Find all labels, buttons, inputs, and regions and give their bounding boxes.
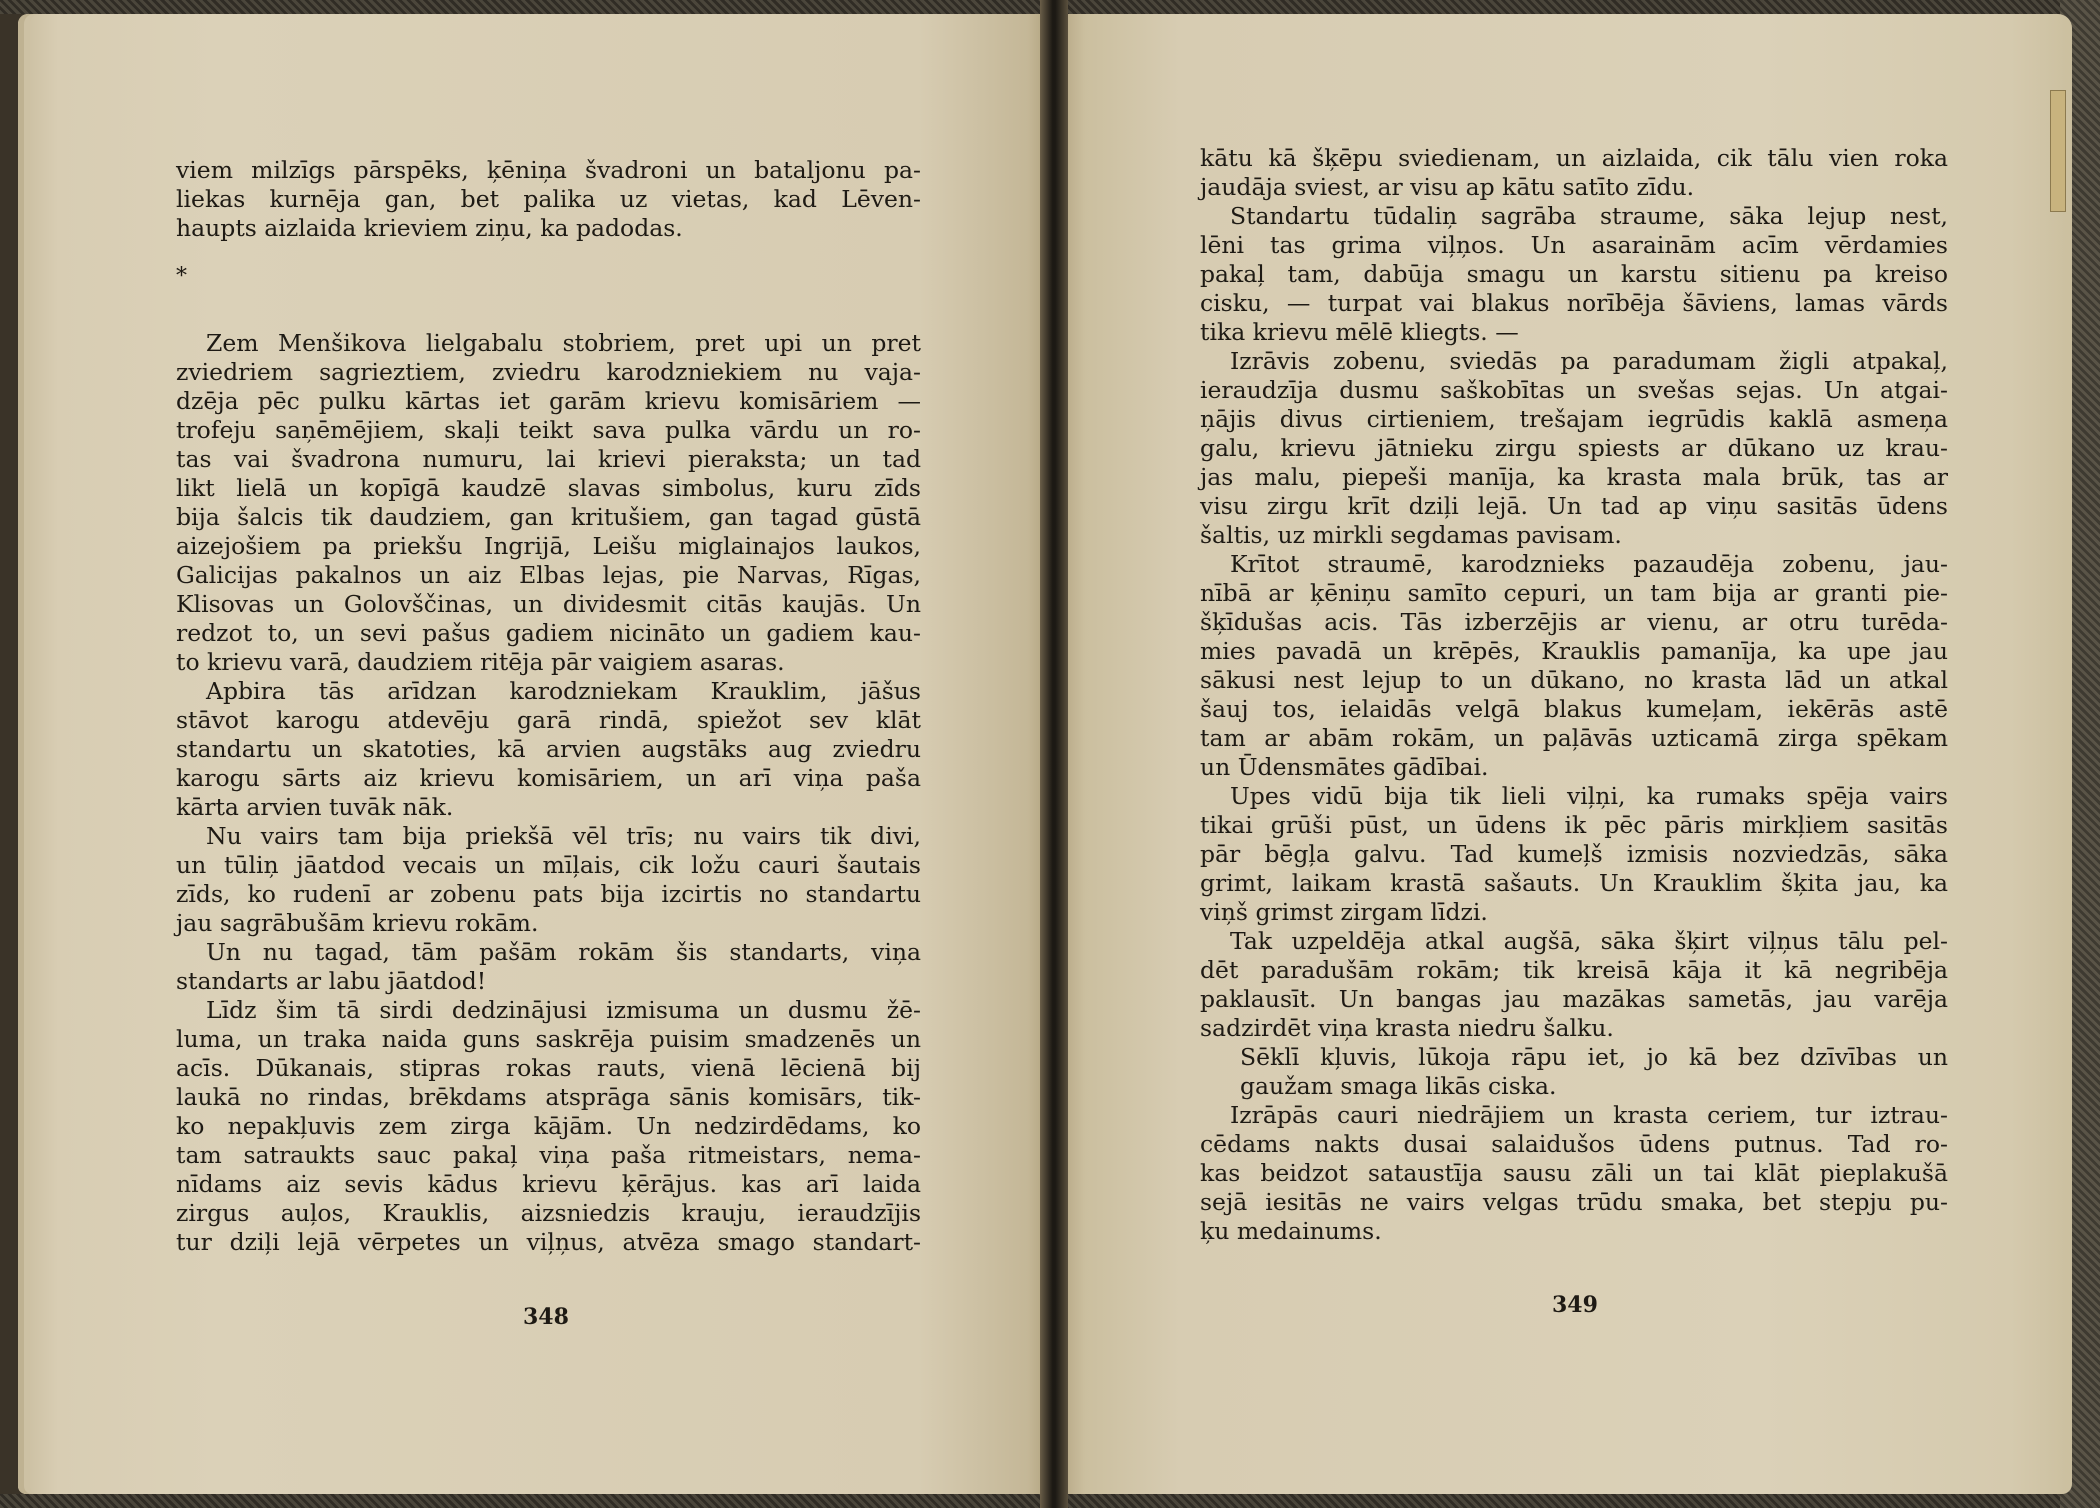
text-line: Klisovas un Golovščinas, un dividesmit citās kaujās. Un	[176, 590, 921, 618]
text-line: tika krievu mēlē kliegts. —	[1200, 318, 1519, 346]
text-line: tam satraukts sauc pakaļ viņa paša ritmeistars, nema-	[176, 1141, 921, 1169]
text-line: ko nepakļuvis zem zirga kājām. Un nedzirdēdams, ko	[176, 1112, 921, 1140]
text-line: likt lielā un kopīgā kaudzē slavas simbolus, kuru zīds	[176, 474, 921, 502]
text-line: bija šalcis tik daudziem, gan kritušiem, gan tagad gūstā	[176, 503, 921, 531]
text-line: Līdz šim tā sirdi dedzinājusi izmisuma un dusmu žē-	[206, 996, 921, 1024]
text-line: cisku, — turpat vai blakus norībēja šāviens, lamas vārds	[1200, 289, 1948, 317]
text-line: dzēja pēc pulku kārtas iet garām krievu komisāriem —	[176, 387, 921, 415]
right-page	[1060, 14, 2072, 1494]
text-line: kātu kā šķēpu sviedienam, un aizlaida, cik tālu vien roka	[1200, 144, 1948, 172]
text-line: kārta arvien tuvāk nāk.	[176, 793, 454, 821]
right-block-7	[1200, 1043, 1948, 1101]
bookmark-tab	[2050, 90, 2066, 212]
text-line: nībā ar ķēniņu samīto cepuri, un tam bija ar granti pie-	[1200, 579, 1948, 607]
text-line: sejā iesitās ne vairs velgas trūdu smaka, bet stepju pu-	[1200, 1188, 1948, 1216]
right-block-8	[1200, 1101, 1948, 1246]
text-line: zirgus auļos, Krauklis, aizsniedzis krauju, ieraudzījis	[176, 1199, 921, 1227]
text-line: karogu sārts aiz krievu komisāriem, un arī viņa paša	[176, 764, 921, 792]
text-line: Izrāpās cauri niedrājiem un krasta ceriem, tur iztrau-	[1230, 1101, 1948, 1129]
text-line: viem milzīgs pārspēks, ķēniņa švadroni un bataljonu pa-	[176, 156, 921, 184]
left-block-5	[176, 938, 921, 996]
text-line: Upes vidū bija tik lieli viļņi, ka rumaks spēja vairs	[1230, 782, 1948, 810]
text-line: galu, krievu jātnieku zirgu spiests ar dūkano uz krau-	[1200, 434, 1948, 462]
text-line: haupts aizlaida krieviem ziņu, ka padodas.	[176, 214, 683, 242]
text-line: tur dziļi lejā vērpetes un viļņus, atvēza smago standart-	[176, 1228, 921, 1256]
text-line: viņš grimst zirgam līdzi.	[1200, 898, 1488, 926]
right-block-1	[1200, 144, 1948, 202]
text-line: gaužam smaga likās ciska.	[1240, 1072, 1557, 1100]
text-line: Galicijas pakalnos un aiz Elbas lejas, pie Narvas, Rīgas,	[176, 561, 921, 589]
text-line: Izrāvis zobenu, sviedās pa paradumam žigli atpakaļ,	[1230, 347, 1948, 375]
text-line: Apbira tās arīdzan karodzniekam Krauklim, jāšus	[206, 677, 921, 705]
text-line: laukā no rindas, brēkdams atsprāga sānis komisārs, tik-	[176, 1083, 921, 1111]
section-separator: *	[176, 264, 187, 289]
text-line: zīds, ko rudenī ar zobenu pats bija izcirtis no standartu	[176, 880, 921, 908]
right-block-6	[1200, 927, 1948, 1043]
text-line: Zem Menšikova lielgabalu stobriem, pret upi un pret	[206, 329, 921, 357]
right-block-3	[1200, 347, 1948, 550]
text-line: Tak uzpeldēja atkal augšā, sāka šķirt viļņus tālu pel-	[1230, 927, 1948, 955]
book-gutter	[1040, 0, 1068, 1508]
right-block-4	[1200, 550, 1948, 782]
text-line: un Ūdensmātes gādībai.	[1200, 753, 1489, 781]
right-block-5	[1200, 782, 1948, 927]
text-line: cēdams nakts dusai salaidušos ūdens putnus. Tad ro-	[1200, 1130, 1948, 1158]
text-line: mies pavadā un krēpēs, Krauklis pamanīja, ka upe jau	[1200, 637, 1948, 665]
text-line: šaltis, uz mirkli segdamas pavisam.	[1200, 521, 1622, 549]
text-line: zviedriem sagrieztiem, zviedru karodzniekiem nu vaja-	[176, 358, 921, 386]
text-line: šķīdušas acis. Tās izberzējis ar vienu, ar otru turēda-	[1200, 608, 1948, 636]
text-line: tas vai švadrona numuru, lai krievi pieraksta; un tad	[176, 445, 921, 473]
text-line: Krītot straumē, karodznieks pazaudēja zobenu, jau-	[1230, 550, 1948, 578]
text-line: sākusi nest lejup to un dūkano, no krasta lād un atkal	[1200, 666, 1948, 694]
text-line: ņājis divus cirtieniem, trešajam iegrūdis kaklā asmeņa	[1200, 405, 1948, 433]
text-line: Standartu tūdaliņ sagrāba straume, sāka lejup nest,	[1230, 202, 1948, 230]
text-line: aizejošiem pa priekšu Ingrijā, Leišu miglainajos laukos,	[176, 532, 921, 560]
text-line: ieraudzīja dusmu saškobītas un svešas sejas. Un atgai-	[1200, 376, 1948, 404]
text-line: liekas kurnēja gan, bet palika uz vietas, kad Lēven-	[176, 185, 921, 213]
text-line: Un nu tagad, tām pašām rokām šis standarts, viņa	[206, 938, 921, 966]
left-page	[18, 14, 1048, 1494]
page-number: 349	[1552, 1292, 1598, 1318]
text-line: nīdams aiz sevis kādus krievu ķērājus. kas arī laida	[176, 1170, 921, 1198]
text-line: Sēklī kļuvis, lūkoja rāpu iet, jo kā bez dzīvības un	[1240, 1043, 1948, 1071]
left-block-4	[176, 822, 921, 938]
text-line: to krievu varā, daudziem ritēja pār vaigiem asaras.	[176, 648, 785, 676]
text-line: ķu medainums.	[1200, 1217, 1382, 1245]
text-line: standarts ar labu jāatdod!	[176, 967, 487, 995]
text-line: Nu vairs tam bija priekšā vēl trīs; nu vairs tik divi,	[206, 822, 921, 850]
text-line: jau sagrābušām krievu rokām.	[176, 909, 539, 937]
text-line: pakaļ tam, dabūja smagu un karstu sitienu pa kreiso	[1200, 260, 1948, 288]
text-line: trofeju saņēmējiem, skaļi teikt sava pulka vārdu un ro-	[176, 416, 921, 444]
text-line: grimt, laikam krastā sašauts. Un Krauklim šķita jau, ka	[1200, 869, 1948, 897]
left-block-2	[176, 329, 921, 677]
left-block-1	[176, 156, 921, 243]
right-block-2	[1200, 202, 1948, 347]
left-page-text	[176, 156, 921, 1257]
text-line: acīs. Dūkanais, stipras rokas rauts, vienā lēcienā bij	[176, 1054, 921, 1082]
left-block-3	[176, 677, 921, 822]
text-line: redzot to, un sevi pašus gadiem nicināto un gadiem kau-	[176, 619, 921, 647]
text-line: šauj tos, ielaidās velgā blakus kumeļam, iekērās astē	[1200, 695, 1948, 723]
text-line: paklausīt. Un bangas jau mazākas sametās, jau varēja	[1200, 985, 1948, 1013]
text-line: pār bēgļa galvu. Tad kumeļš izmisis nozviedzās, sāka	[1200, 840, 1948, 868]
text-line: visu zirgu krīt dziļi lejā. Un tad ap viņu sasitās ūdens	[1200, 492, 1948, 520]
text-line: jaudāja sviest, ar visu ap kātu satīto zīdu.	[1200, 173, 1695, 201]
left-block-6	[176, 996, 921, 1257]
right-page-text	[1200, 144, 1948, 1246]
text-line: un tūliņ jāatdod vecais un mīļais, cik ložu cauri šautais	[176, 851, 921, 879]
text-line: sadzirdēt viņa krasta niedru šalku.	[1200, 1014, 1614, 1042]
text-line: lēni tas grima viļņos. Un asarainām acīm vērdamies	[1200, 231, 1948, 259]
text-line: tam ar abām rokām, un paļāvās uzticamā zirga spēkam	[1200, 724, 1948, 752]
text-line: jas malu, piepeši manīja, ka krasta mala brūk, tas ar	[1200, 463, 1948, 491]
text-line: dēt paradušām rokām; tik kreisā kāja it kā negribēja	[1200, 956, 1948, 984]
text-line: stāvot karogu atdevēju garā rindā, spiežot sev klāt	[176, 706, 921, 734]
text-line: kas beidzot sataustīja sausu zāli un tai klāt pieplakušā	[1200, 1159, 1948, 1187]
page-number: 348	[523, 1304, 569, 1330]
text-line: tikai grūši pūst, un ūdens ik pēc pāris mirkļiem sasitās	[1200, 811, 1948, 839]
text-line: luma, un traka naida guns saskrēja puisim smadzenēs un	[176, 1025, 921, 1053]
text-line: standartu un skatoties, kā arvien augstāks aug zviedru	[176, 735, 921, 763]
